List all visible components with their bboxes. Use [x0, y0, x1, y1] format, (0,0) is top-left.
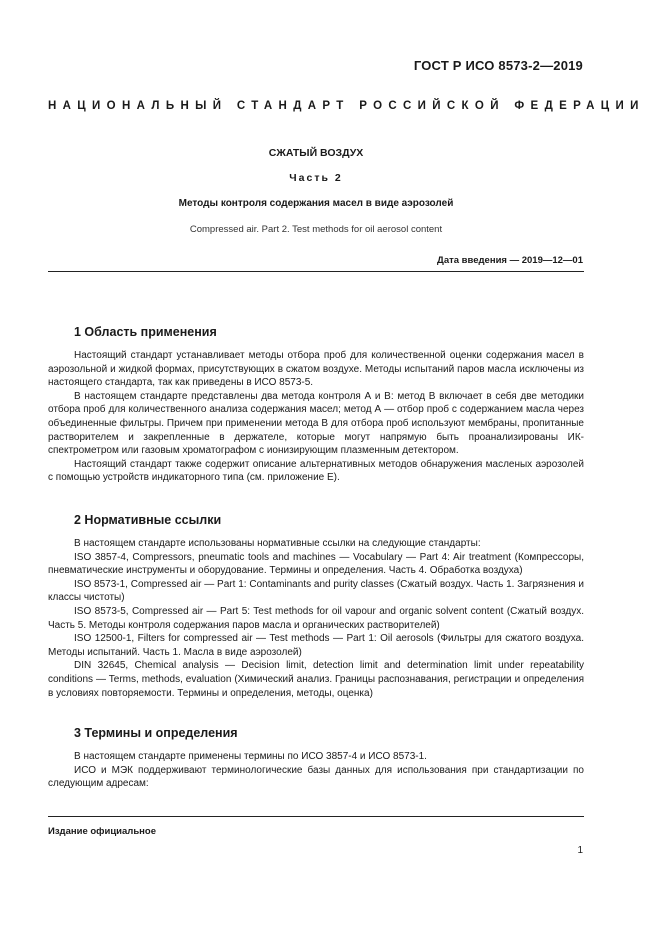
standard-number: ГОСТ Р ИСО 8573-2—2019 [413, 58, 583, 73]
paragraph: В настоящем стандарте представлены два метода контроля А и В: метод В включает в себя две методики отбора проб для количественного анализа содержания масел; метод А — отбор проб с содержанием масла через объединенные фильтры. Причем при применении метода В для отбора проб используют мембраны, пропитанные растворителем и закрепленные в держателе, которые могут напрямую быть проанализированы ИК-спектрометром или газовым хроматографом с ионизирующим плазменным детектором. [48, 390, 584, 457]
footer-divider [48, 816, 584, 817]
english-title: Compressed air. Part 2. Test methods for oil aerosol content [189, 224, 443, 235]
page-number: 1 [577, 845, 583, 856]
section-body-normative-references [48, 537, 584, 700]
section-heading-terms: 3 Термины и определения [74, 726, 238, 740]
reference-item: ISO 3857-4, Compressors, pneumatic tools and machines — Vocabulary — Part 4: Air treatment (Компрессоры, пневматические инструменты и оборудование. Термины и определения. Часть 4. Обработка воздуха) [48, 551, 584, 577]
document-subtitle: Методы контроля содержания масел в виде аэрозолей [178, 198, 454, 209]
paragraph: Настоящий стандарт устанавливает методы отбора проб для количественной оценки содержания масел в аэрозольной и жидкой формах, присутствующих в сжатом воздухе. Методы испытаний паров масла исключены из настоящего стандарта, так как приведены в ИСО 8573-5. [48, 350, 584, 389]
reference-item: ISO 8573-5, Compressed air — Part 5: Test methods for oil vapour and organic solvent content (Сжатый воздух. Часть 5. Методы контроля содержания паров масла и органических растворителей) [48, 605, 584, 631]
section-body-terms [48, 750, 584, 791]
paragraph: Настоящий стандарт также содержит описание альтернативных методов обнаружения масленых аэрозолей с помощью устройств индикаторного типа (см. приложение Е). [48, 458, 584, 484]
document-part: Часть 2 [289, 172, 343, 184]
section-heading-normative-references: 2 Нормативные ссылки [74, 513, 222, 527]
introduction-date: Дата введения — 2019—12—01 [437, 255, 583, 266]
paragraph: В настоящем стандарте использованы нормативные ссылки на следующие стандарты: [74, 538, 481, 549]
official-edition-label: Издание официальное [48, 826, 156, 837]
reference-item: ISO 8573-1, Compressed air — Part 1: Contaminants and purity classes (Сжатый воздух. Часть 1. Загрязнения и классы чистоты) [48, 578, 584, 604]
date-divider [48, 271, 584, 272]
reference-item: ISO 12500-1, Filters for compressed air — Test methods — Part 1: Oil aerosols (Фильтры для сжатого воздуха. Методы испытаний. Часть 1. Масла в виде аэрозолей) [48, 633, 584, 658]
paragraph: ИСО и МЭК поддерживают терминологические базы данных для использования при стандартизации по следующим адресам: [48, 764, 584, 790]
section-heading-scope: 1 Область применения [74, 325, 217, 339]
reference-item: DIN 32645, Chemical analysis — Decision limit, detection limit and determination limit under repeatability conditions — Terms, methods, evaluation (Химический анализ. Границы распознавания, регистрации и определения в условиях повторяемости. Термины и определения, методы, оценка) [48, 660, 584, 699]
paragraph: В настоящем стандарте применены термины по ИСО 3857-4 и ИСО 8573-1. [74, 751, 427, 762]
national-standard-banner: НАЦИОНАЛЬНЫЙ СТАНДАРТ РОССИЙСКОЙ ФЕДЕРАЦИИ [48, 100, 645, 112]
document-title: СЖАТЫЙ ВОЗДУХ [268, 147, 364, 159]
section-body-scope [48, 349, 584, 485]
